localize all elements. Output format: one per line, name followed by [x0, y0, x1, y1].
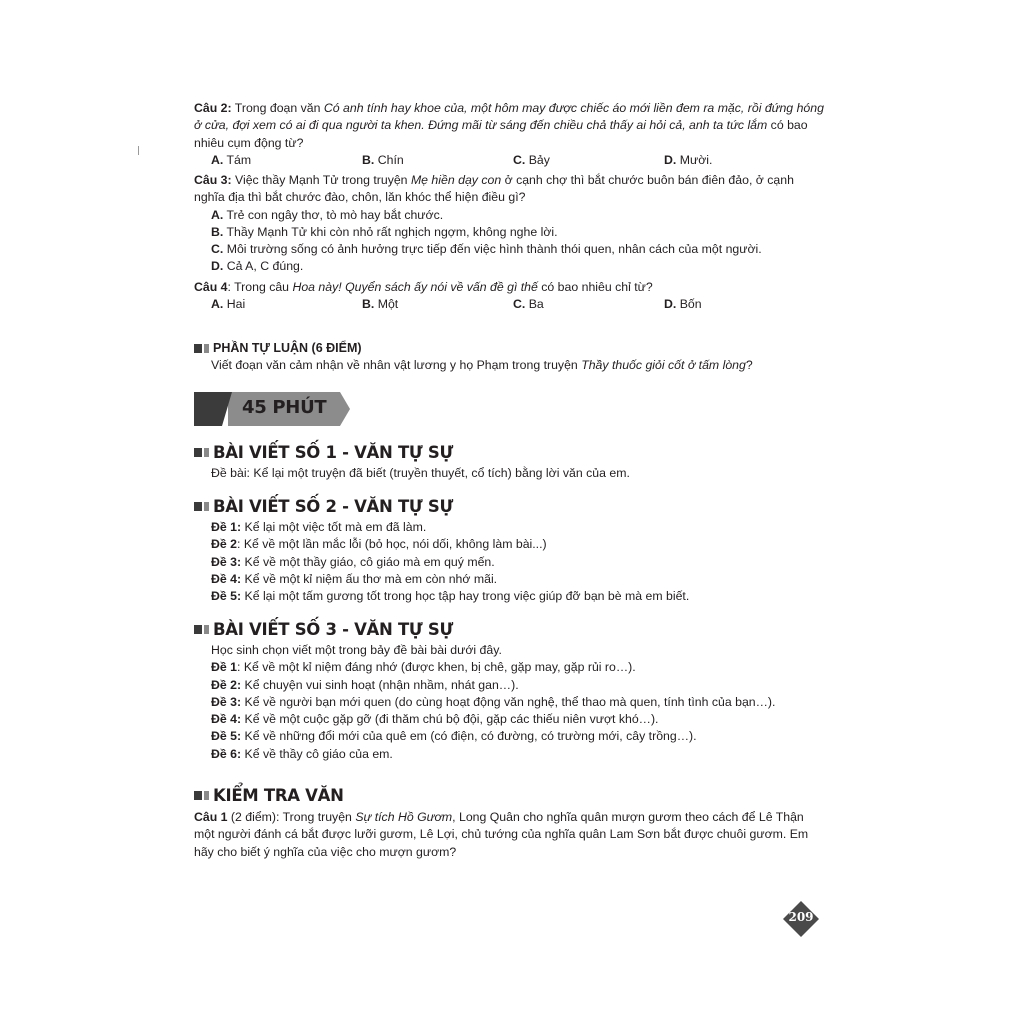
essay-3-heading: BÀI VIẾT SỐ 3 - VĂN TỰ SỰ — [194, 620, 826, 639]
list-item: Đề 4: Kể về một kỉ niệm ấu thơ mà em còn nhớ mãi. — [211, 571, 498, 586]
option-a: A. Tám — [211, 152, 252, 167]
page-number-badge — [782, 900, 820, 938]
list-item: Đề 1: Kể lại một việc tốt mà em đã làm. — [211, 520, 427, 534]
essay-2-section — [194, 497, 826, 605]
heading-square-icon — [194, 448, 202, 457]
essay-2-heading: BÀI VIẾT SỐ 2 - VĂN TỰ SỰ — [194, 497, 826, 516]
heading-square-icon — [204, 791, 209, 800]
essay-prompt: Viết đoạn văn cảm nhận về nhân vật lương y họ Phạm trong truyện Thầy thuốc giỏi cốt ở tấm lòng? — [211, 358, 753, 372]
question-4-text: Câu 4: Trong câu Hoa này! Quyển sách ấy nói về vấn đề gì thế có bao nhiêu chỉ từ? — [194, 280, 653, 294]
list-item: Đề 2: Kể chuyện vui sinh hoạt (nhận nhầm, nhát gan…). — [211, 677, 519, 692]
heading-square-icon — [204, 625, 209, 634]
essay-3-intro: Học sinh chọn viết một trong bảy đề bài bài dưới đây. — [211, 643, 502, 657]
list-item: Đề 2: Kể về một lần mắc lỗi (bỏ học, nói dối, không làm bài...) — [211, 537, 547, 552]
option-c: C. Bảy — [513, 152, 550, 167]
question-2-options — [194, 152, 826, 169]
essay-1-heading: BÀI VIẾT SỐ 1 - VĂN TỰ SỰ — [194, 443, 826, 462]
heading-square-icon — [204, 344, 209, 353]
option-b: B. Thầy Mạnh Tử khi còn nhỏ rất nghịch ngợm, không nghe lời. — [211, 224, 558, 239]
option-b: B. Một — [362, 297, 399, 312]
heading-square-icon — [204, 448, 209, 457]
question-2 — [194, 100, 826, 169]
heading-square-icon — [194, 625, 202, 634]
list-item: Đề 6: Kể về thầy cô giáo của em. — [211, 746, 393, 761]
question-4-options — [194, 296, 826, 313]
page-number: 209 — [788, 910, 814, 924]
option-a: A. Hai — [211, 297, 246, 312]
literature-test-heading: KIỂM TRA VĂN — [194, 786, 826, 805]
question-4 — [194, 279, 826, 314]
option-a: A. Trẻ con ngây thơ, tò mò hay bắt chước. — [211, 207, 444, 222]
literature-test-question: Câu 1 (2 điểm): Trong truyện Sự tích Hồ Gươm, Long Quân cho nghĩa quân mượn gươm theo cách để Lê Thận một người đánh cá bắt được lưỡi gươm, Lê Lợi, chủ tướng của nghĩa quân Lam Sơn bắt được chuôi gươm. Em hãy cho biết ý nghĩa của việc cho mượn gươm? — [194, 810, 809, 859]
essay-section — [194, 341, 826, 374]
heading-square-icon — [204, 502, 209, 511]
option-b: B. Chín — [362, 152, 404, 167]
question-3-text: Câu 3: Việc thầy Mạnh Tử trong truyện Mẹ hiền dạy con ở cạnh chợ thì bắt chước buôn bán điên đảo, ở cạnh nghĩa địa thì bắt chước đào, chôn, lăn khóc thể hiện điều gì? — [194, 173, 794, 205]
option-d: D. Bốn — [664, 297, 702, 312]
time-banner — [194, 392, 354, 426]
option-d: D. Cả A, C đúng. — [211, 259, 304, 274]
essay-1-section — [194, 443, 826, 482]
option-c: C. Môi trường sống có ảnh hưởng trực tiếp đến việc hình thành thói quen, nhân cách của một người. — [211, 242, 762, 257]
heading-square-icon — [194, 344, 202, 353]
option-d: D. Mười. — [664, 152, 713, 167]
essay-1-text: Đề bài: Kể lại một truyện đã biết (truyền thuyết, cổ tích) bằng lời văn của em. — [211, 466, 630, 480]
list-item: Đề 4: Kể về một cuộc gặp gỡ (đi thăm chú bộ đội, gặp các thiếu niên vượt khó…). — [211, 712, 659, 727]
list-item: Đề 1: Kể về một kỉ niệm đáng nhớ (được khen, bị chê, gặp may, gặp rủi ro…). — [211, 660, 636, 675]
list-item: Đề 5: Kể về những đổi mới của quê em (có điện, có đường, có trường mới, cây trồng…). — [211, 729, 697, 744]
literature-test-section — [194, 786, 826, 861]
list-item: Đề 5: Kể lại một tấm gương tốt trong học tập hay trong việc giúp đỡ bạn bè mà em biết. — [211, 589, 690, 604]
question-2-text: Câu 2: Trong đoạn văn Có anh tính hay khoe của, một hôm may được chiếc áo mới liền đem ra mặc, rồi đứng hóng ở cửa, đợi xem có ai đi qua người ta khen. Đứng mãi từ sáng đến chiều chả thấy ai hỏi cả, anh ta tức lắm có bao nhiêu cụm động từ? — [194, 101, 824, 150]
question-3 — [194, 172, 826, 276]
essay-3-section — [194, 620, 826, 763]
list-item: Đề 3: Kể về người bạn mới quen (do cùng hoạt động văn nghệ, thể thao mà quen, tính tình của bạn…). — [211, 694, 776, 709]
essay-heading: PHẦN TỰ LUẬN (6 ĐIỂM) — [194, 341, 826, 355]
heading-square-icon — [194, 791, 202, 800]
margin-mark — [138, 146, 139, 155]
heading-square-icon — [194, 502, 202, 511]
list-item: Đề 3: Kể về một thầy giáo, cô giáo mà em quý mến. — [211, 554, 495, 569]
banner-label: 45 PHÚT — [242, 397, 327, 418]
option-c: C. Ba — [513, 297, 544, 312]
